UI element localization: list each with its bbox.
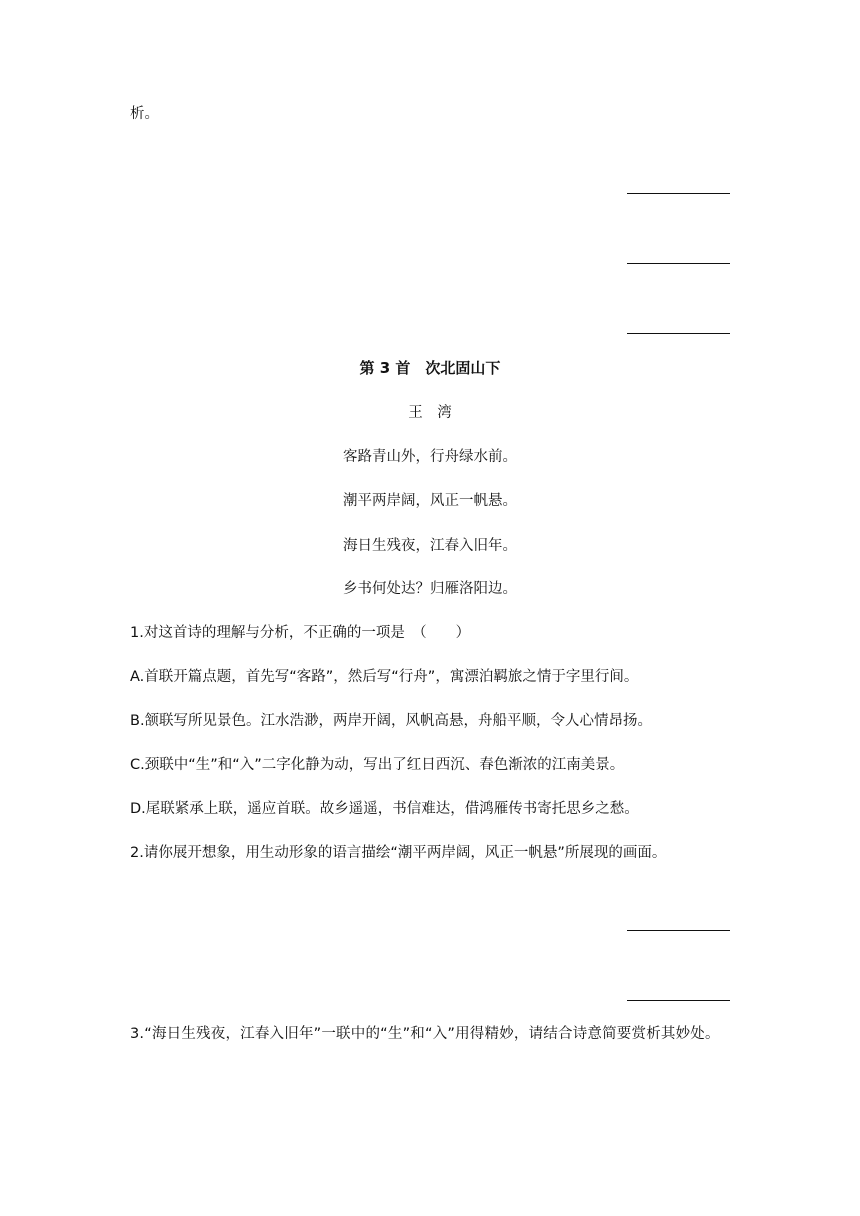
question-1-option-c: C.颈联中“生”和“入”二字化静为动，写出了红日西沉、春色渐浓的江南美景。 [130, 757, 625, 773]
answer-line [627, 333, 730, 334]
question-3-stem: 3.“海日生残夜，江春入旧年”一联中的“生”和“入”用得精妙，请结合诗意简要赏析其妙处。 [130, 1026, 720, 1042]
answer-line [627, 1000, 730, 1001]
poem-line: 乡书何处达？归雁洛阳边。 [343, 581, 517, 597]
poem-title: 第 3 首 次北固山下 [359, 359, 501, 377]
question-1-option-b: B.颔联写所见景色。江水浩渺，两岸开阔，风帆高悬，舟船平顺，令人心情昂扬。 [130, 713, 653, 729]
question-2-stem: 2.请你展开想象，用生动形象的语言描绘“潮平两岸阔，风正一帆悬”所展现的画面。 [130, 845, 667, 861]
poem-line: 潮平两岸阔，风正一帆悬。 [343, 493, 517, 509]
question-1-stem: 1.对这首诗的理解与分析，不正确的一项是 （ ） [130, 625, 471, 641]
answer-line [627, 930, 730, 931]
carryover-text: 析。 [130, 106, 159, 122]
poem-author: 王 湾 [408, 405, 452, 421]
question-1-option-a: A.首联开篇点题，首先写“客路”，然后写“行舟”，寓漂泊羁旅之情于字里行间。 [130, 669, 639, 685]
question-1-option-d: D.尾联紧承上联，遥应首联。故乡遥遥，书信难达，借鸿雁传书寄托思乡之愁。 [130, 801, 639, 817]
poem-line: 海日生残夜，江春入旧年。 [343, 538, 517, 554]
answer-line [627, 263, 730, 264]
poem-line: 客路青山外，行舟绿水前。 [343, 449, 517, 465]
answer-line [627, 193, 730, 194]
